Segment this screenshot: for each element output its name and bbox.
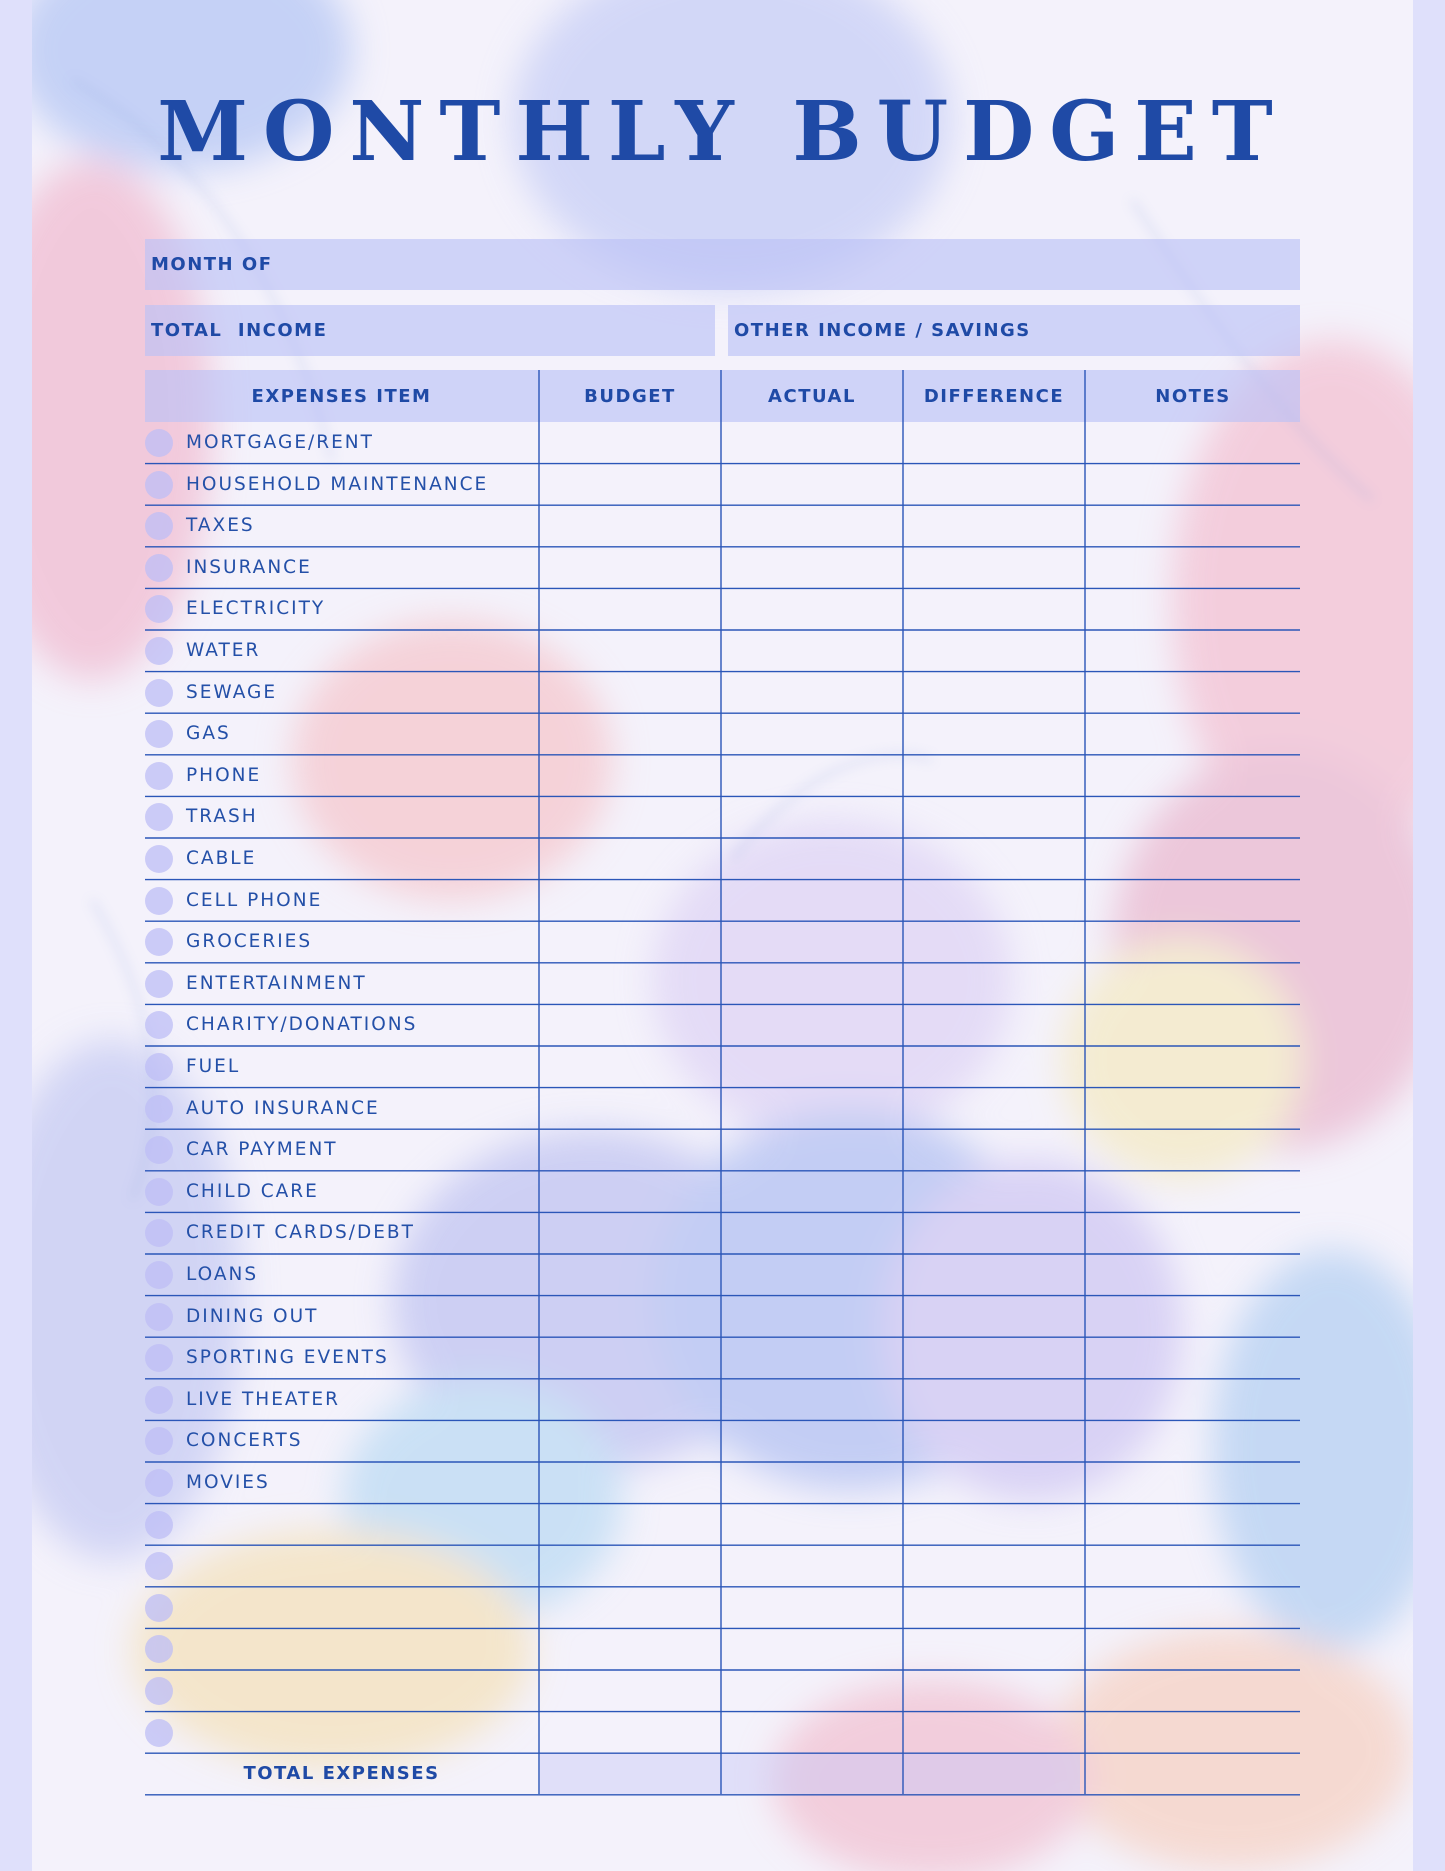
- expense-item-label: ENTERTAINMENT: [186, 972, 367, 994]
- expense-item-label: SEWAGE: [186, 681, 278, 703]
- checkbox-circle[interactable]: [145, 928, 173, 956]
- table-row[interactable]: [145, 1545, 1300, 1586]
- checkbox-circle[interactable]: [145, 720, 173, 748]
- expense-item-label: PHONE: [186, 764, 262, 786]
- expense-item-label: LOANS: [186, 1264, 259, 1285]
- checkbox-circle[interactable]: [145, 1095, 173, 1123]
- table-row[interactable]: [145, 1670, 1300, 1711]
- checkbox-circle[interactable]: [145, 762, 173, 790]
- page-title: MONTHLY BUDGET: [157, 84, 1288, 180]
- month-of-field[interactable]: [145, 239, 1300, 290]
- checkbox-circle[interactable]: [145, 637, 173, 665]
- checkbox-circle[interactable]: [145, 1261, 173, 1289]
- checkbox-circle[interactable]: [145, 554, 173, 582]
- other-income-field[interactable]: [728, 305, 1300, 356]
- checkbox-circle[interactable]: [145, 1594, 173, 1622]
- table-row[interactable]: [145, 921, 1300, 962]
- table-row[interactable]: [145, 1712, 1300, 1753]
- checkbox-circle[interactable]: [145, 1469, 173, 1497]
- expense-item-label: SPORTING EVENTS: [186, 1347, 389, 1369]
- table-row[interactable]: [145, 630, 1300, 671]
- table-row[interactable]: [145, 1420, 1300, 1461]
- expense-item-label: CABLE: [186, 848, 257, 869]
- other-income-label: OTHER INCOME / SAVINGS: [734, 320, 1031, 341]
- expense-item-label: CHARITY/DONATIONS: [186, 1014, 418, 1036]
- table-row[interactable]: [145, 838, 1300, 879]
- checkbox-circle[interactable]: [145, 679, 173, 707]
- expense-item-label: CELL PHONE: [186, 889, 323, 911]
- column-header-actual: ACTUAL: [768, 385, 856, 407]
- checkbox-circle[interactable]: [145, 887, 173, 915]
- checkbox-circle[interactable]: [145, 1386, 173, 1414]
- checkbox-circle[interactable]: [145, 1552, 173, 1580]
- expense-item-label: MOVIES: [186, 1472, 270, 1493]
- checkbox-circle[interactable]: [145, 512, 173, 540]
- table-row[interactable]: [145, 796, 1300, 837]
- checkbox-circle[interactable]: [145, 1053, 173, 1081]
- checkbox-circle[interactable]: [145, 429, 173, 457]
- total-income-field[interactable]: [145, 305, 715, 356]
- table-row[interactable]: [145, 672, 1300, 713]
- checkbox-circle[interactable]: [145, 1344, 173, 1372]
- checkbox-circle[interactable]: [145, 1178, 173, 1206]
- checkbox-circle[interactable]: [145, 970, 173, 998]
- expense-item-label: DINING OUT: [186, 1305, 319, 1327]
- checkbox-circle[interactable]: [145, 1303, 173, 1331]
- checkbox-circle[interactable]: [145, 1677, 173, 1705]
- table-row[interactable]: [145, 1254, 1300, 1295]
- checkbox-circle[interactable]: [145, 1136, 173, 1164]
- expense-item-label: TRASH: [186, 806, 258, 828]
- checkbox-circle[interactable]: [145, 1719, 173, 1747]
- expense-item-label: ELECTRICITY: [186, 598, 326, 620]
- expense-item-label: CONCERTS: [186, 1430, 303, 1452]
- table-row[interactable]: [145, 1587, 1300, 1628]
- expense-item-label: TAXES: [186, 515, 255, 537]
- total-income-label: TOTAL INCOME: [151, 320, 328, 341]
- column-header-difference: DIFFERENCE: [923, 385, 1065, 407]
- column-header-notes: NOTES: [1155, 385, 1231, 407]
- expense-item-label: GAS: [186, 723, 231, 745]
- expense-item-label: CREDIT CARDS/DEBT: [186, 1222, 415, 1244]
- table-row[interactable]: [145, 1462, 1300, 1503]
- checkbox-circle[interactable]: [145, 471, 173, 499]
- table-row[interactable]: [145, 755, 1300, 796]
- total-expenses-label: TOTAL EXPENSES: [243, 1763, 440, 1784]
- expense-item-label: GROCERIES: [186, 931, 313, 953]
- expense-item-label: CHILD CARE: [186, 1180, 319, 1202]
- expense-item-label: MORTGAGE/RENT: [186, 432, 374, 453]
- table-row[interactable]: [145, 1504, 1300, 1545]
- table-row[interactable]: [145, 505, 1300, 546]
- checkbox-circle[interactable]: [145, 845, 173, 873]
- column-header-budget: BUDGET: [584, 385, 676, 407]
- expense-item-label: LIVE THEATER: [186, 1388, 340, 1410]
- expense-item-label: INSURANCE: [186, 556, 312, 578]
- table-row[interactable]: [145, 547, 1300, 588]
- expense-item-label: HOUSEHOLD MAINTENANCE: [186, 473, 489, 495]
- table-row[interactable]: [145, 713, 1300, 754]
- expense-item-label: CAR PAYMENT: [186, 1139, 338, 1161]
- total-expenses-cells[interactable]: [540, 1753, 1080, 1794]
- expense-item-label: AUTO INSURANCE: [186, 1097, 380, 1119]
- expense-item-label: WATER: [186, 640, 261, 661]
- table-row[interactable]: [145, 1628, 1300, 1669]
- checkbox-circle[interactable]: [145, 1511, 173, 1539]
- column-header-expenses-item: EXPENSES ITEM: [251, 385, 432, 407]
- table-row[interactable]: [145, 1046, 1300, 1087]
- expense-item-label: FUEL: [186, 1056, 241, 1077]
- month-of-label: MONTH OF: [151, 254, 273, 275]
